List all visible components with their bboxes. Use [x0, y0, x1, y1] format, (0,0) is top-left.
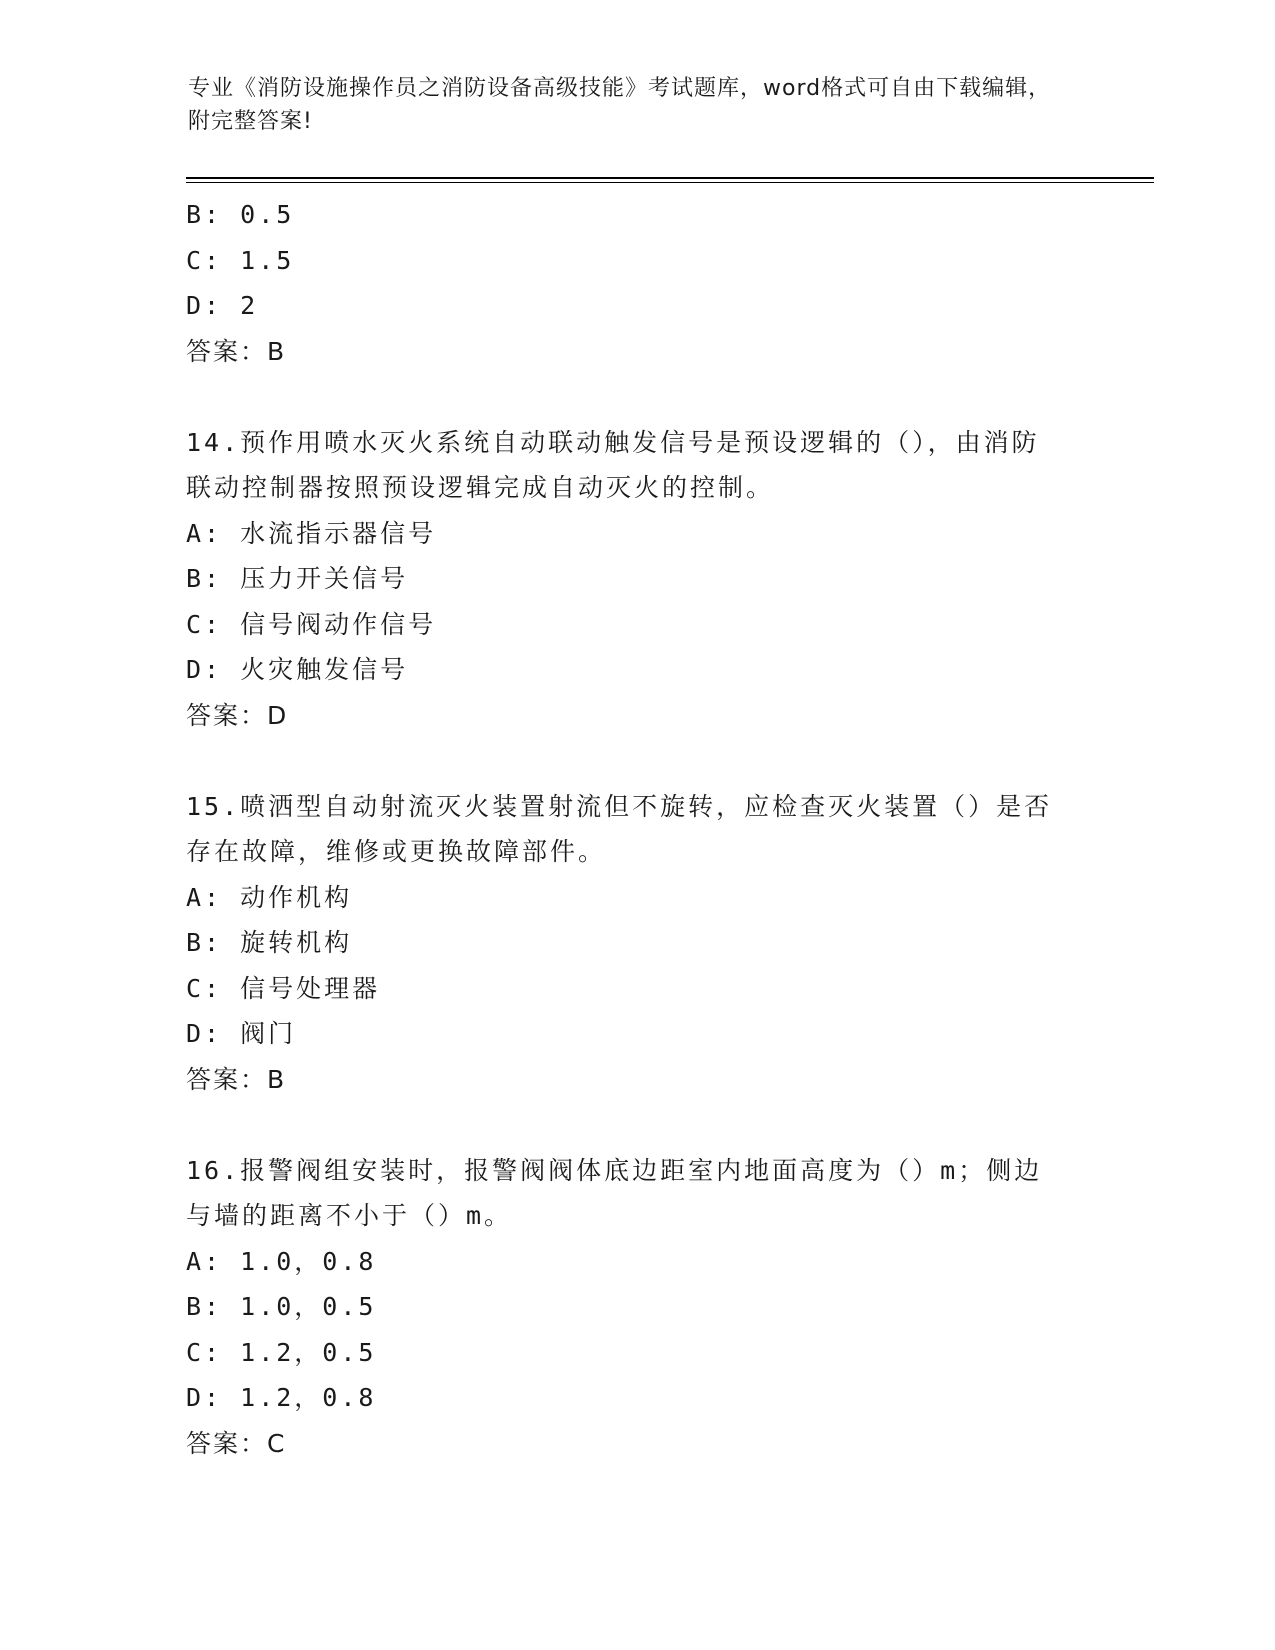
header-rule-thin	[186, 182, 1154, 183]
previous-question-options	[186, 192, 1086, 374]
option-a: A: 水流指示器信号	[186, 518, 437, 548]
option-c: C: 1.5	[186, 245, 295, 275]
option-b: B: 旋转机构	[186, 928, 353, 957]
option-a: A: 动作机构	[186, 882, 353, 912]
option-d: D: 阀门	[186, 1019, 297, 1048]
option-c: C: 信号处理器	[186, 973, 381, 1003]
answer-line: 答案：C	[186, 1428, 287, 1458]
document-body	[186, 192, 1086, 1466]
answer-line: 答案：D	[186, 700, 289, 730]
option-c: C: 信号阀动作信号	[186, 609, 437, 639]
option-c: C: 1.2，0.5	[186, 1337, 377, 1367]
answer-line: 答案：B	[186, 1064, 287, 1094]
header-rule-thick	[186, 177, 1154, 179]
question-16	[186, 1148, 1086, 1467]
document-header: 专业《消防设施操作员之消防设备高级技能》考试题库，word格式可自由下载编辑，附完整答案!	[188, 76, 1052, 134]
option-b: B: 压力开关信号	[186, 564, 409, 593]
answer-line: 答案：B	[186, 336, 287, 366]
option-d: D: 2	[186, 291, 259, 320]
question-text: 15.喷洒型自动射流灭火装置射流但不旋转，应检查灭火装置（）是否存在故障，维修或更换故障部件。	[186, 791, 1053, 866]
question-15	[186, 784, 1086, 1103]
option-d: D: 火灾触发信号	[186, 655, 409, 684]
option-a: A: 1.0，0.8	[186, 1246, 377, 1276]
question-text: 16.报警阀组安装时，报警阀阀体底边距室内地面高度为（）m；侧边与墙的距离不小于（）m。	[186, 1155, 1043, 1230]
question-14	[186, 420, 1086, 739]
option-b: B: 1.0，0.5	[186, 1292, 377, 1321]
question-text: 14.预作用喷水灭火系统自动联动触发信号是预设逻辑的（），由消防联动控制器按照预设逻辑完成自动灭火的控制。	[186, 427, 1040, 502]
option-b: B: 0.5	[186, 200, 295, 229]
option-d: D: 1.2，0.8	[186, 1383, 377, 1412]
